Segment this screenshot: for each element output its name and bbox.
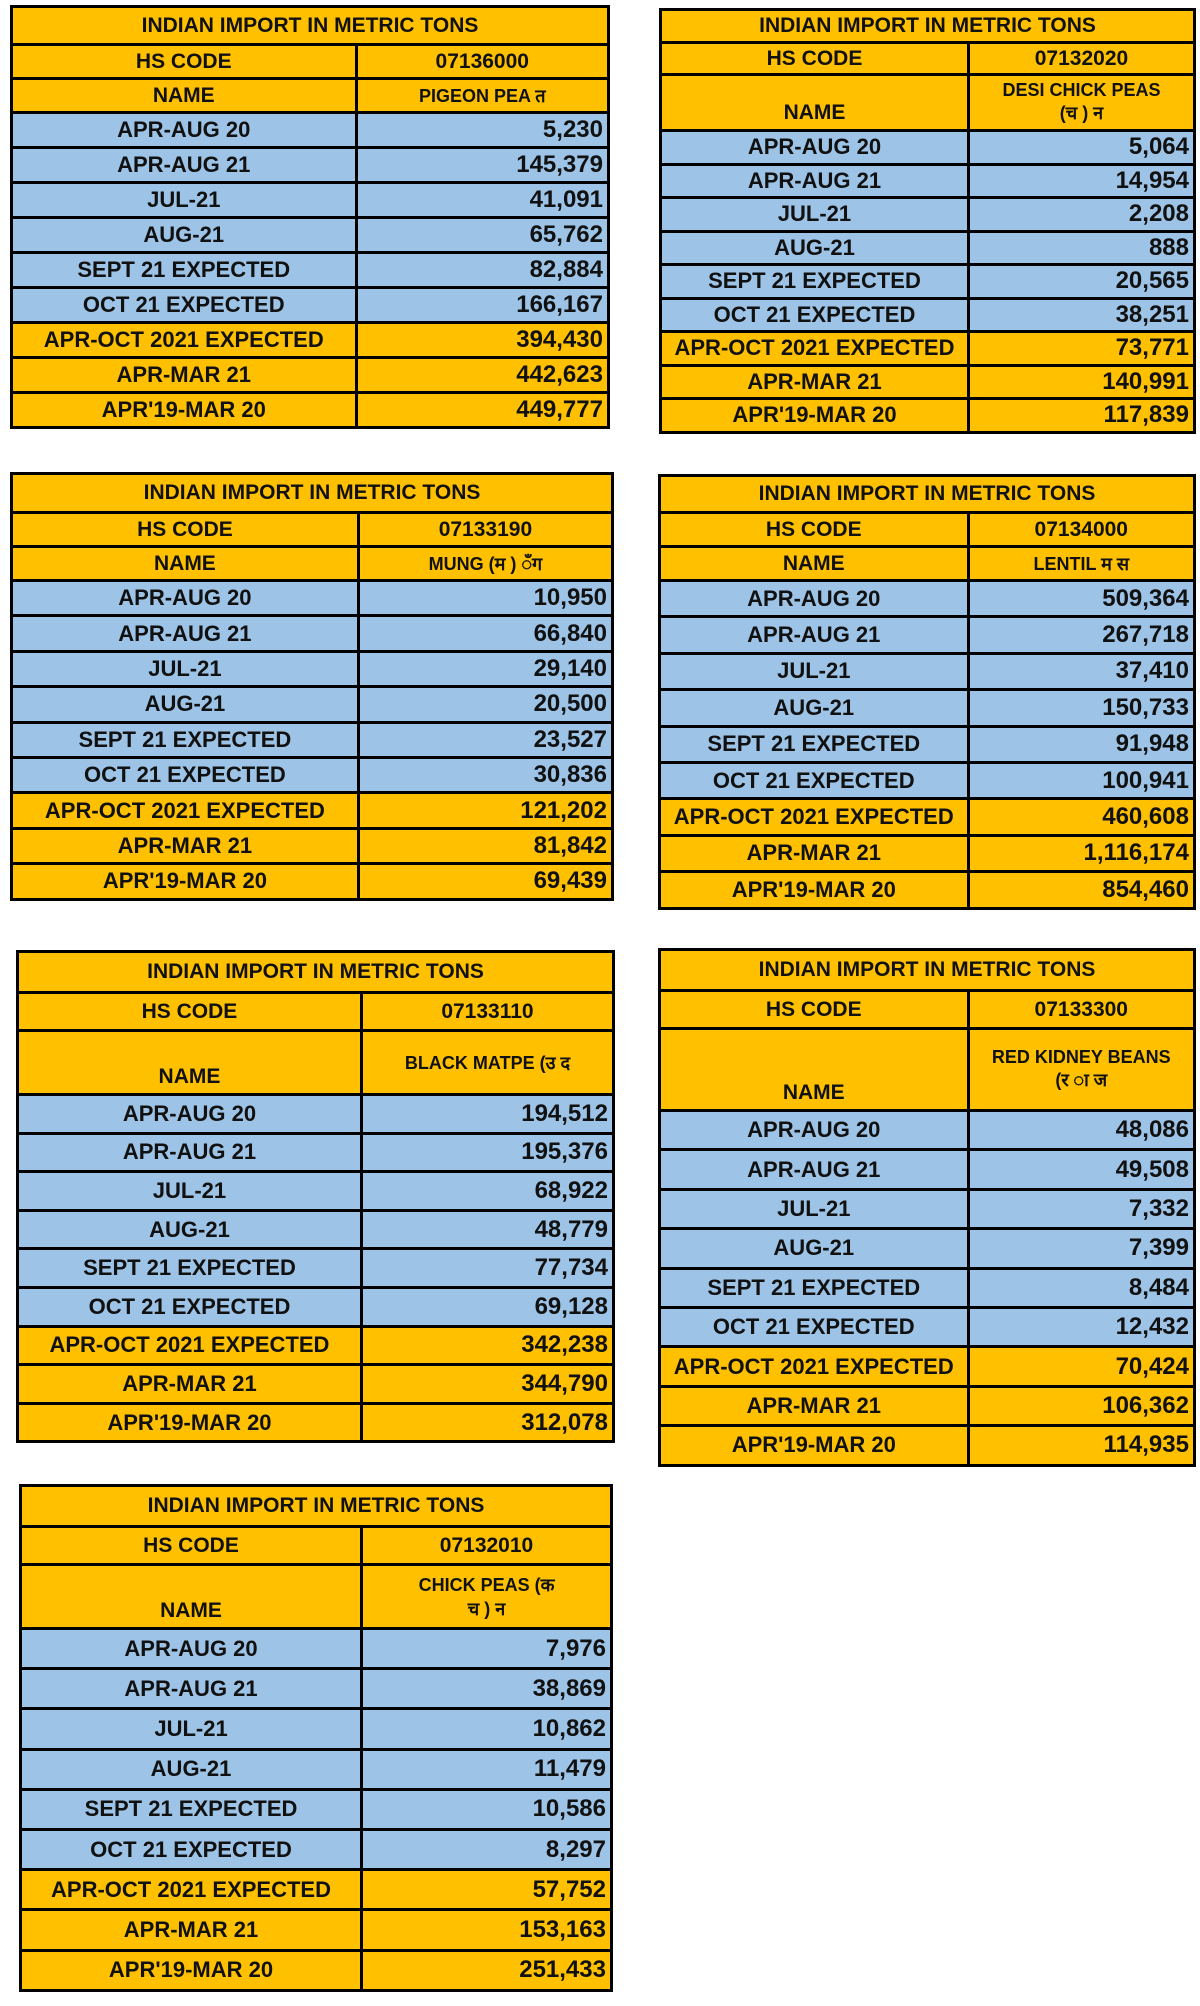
row-value: 509,364	[1102, 584, 1189, 612]
hs-code-label: HS CODE	[13, 46, 358, 77]
row-label: OCT 21 EXPECTED	[19, 1289, 363, 1325]
row-label: JUL-21	[661, 1191, 970, 1227]
hs-code-value: 07133190	[438, 517, 533, 541]
table-row	[22, 1788, 610, 1828]
row-label: APR-MAR 21	[662, 367, 970, 398]
row-label: APR-AUG 20	[661, 1112, 970, 1148]
import-table	[658, 948, 1196, 1467]
row-label: APR-OCT 2021 EXPECTED	[661, 800, 970, 833]
row-value: 41,091	[529, 186, 603, 213]
row-value: 10,950	[533, 584, 607, 612]
row-value: 342,238	[521, 1331, 608, 1359]
table-title-row	[13, 475, 611, 511]
hs-code-value: 07133110	[441, 999, 534, 1023]
table-title: INDIAN IMPORT IN METRIC TONS	[143, 481, 481, 504]
table-row	[22, 1627, 610, 1667]
table-row	[13, 321, 607, 356]
row-label: AUG-21	[13, 688, 360, 720]
row-value: 29,140	[533, 654, 607, 682]
row-label: APR-AUG 21	[661, 618, 970, 651]
name-row	[661, 1027, 1193, 1109]
table-row	[13, 862, 611, 897]
name-row	[13, 77, 607, 111]
name-value	[970, 548, 1193, 579]
row-label: AUG-21	[661, 1230, 970, 1266]
row-value: 48,779	[534, 1215, 608, 1243]
row-label: APR-AUG 20	[19, 1096, 363, 1132]
row-value: 117,839	[1103, 401, 1189, 429]
row-label: APR-MAR 21	[22, 1911, 363, 1948]
row-label: SEPT 21 EXPECTED	[13, 724, 360, 756]
name-row	[661, 545, 1193, 579]
table-title: INDIAN IMPORT IN METRIC TONS	[759, 14, 1096, 37]
row-label: SEPT 21 EXPECTED	[661, 728, 970, 761]
table-row	[662, 330, 1193, 364]
row-value: 69,439	[533, 867, 607, 895]
table-row	[662, 129, 1193, 163]
hs-code-value: 07134000	[1034, 517, 1128, 541]
import-table	[658, 474, 1196, 910]
table-row	[19, 1286, 612, 1325]
row-value: 1,116,174	[1083, 839, 1189, 867]
row-value: 153,163	[519, 1915, 606, 1943]
table-row	[661, 1306, 1193, 1345]
row-label: APR-OCT 2021 EXPECTED	[661, 1348, 970, 1384]
row-value: 73,771	[1115, 334, 1189, 362]
row-label: APR'19-MAR 20	[13, 394, 358, 426]
hs-code-value: 07136000	[435, 49, 529, 73]
row-value: 251,433	[519, 1956, 606, 1984]
table-row	[662, 163, 1193, 197]
hs-code-value: 07132010	[439, 1533, 534, 1557]
row-label: OCT 21 EXPECTED	[22, 1831, 363, 1868]
row-value: 10,862	[532, 1714, 606, 1742]
table-row	[661, 870, 1193, 906]
row-label: APR-AUG 21	[13, 617, 360, 649]
table-title-row	[19, 953, 612, 991]
table-row	[662, 297, 1193, 331]
hs-code-label: HS CODE	[661, 514, 970, 545]
row-value: 69,128	[534, 1292, 608, 1320]
table-row	[13, 756, 611, 791]
hs-code-row	[13, 511, 611, 545]
table-row	[661, 688, 1193, 724]
table-row	[13, 791, 611, 826]
row-label: AUG-21	[661, 691, 970, 724]
hs-code-value: 07132020	[1034, 46, 1129, 70]
table-row	[22, 1908, 610, 1948]
table-title: INDIAN IMPORT IN METRIC TONS	[758, 482, 1096, 505]
table-row	[661, 797, 1193, 833]
table-title: INDIAN IMPORT IN METRIC TONS	[141, 13, 479, 37]
import-table	[10, 5, 610, 429]
row-value: 2,208	[1128, 200, 1189, 228]
row-label: APR-AUG 21	[19, 1135, 363, 1171]
table-row	[22, 1868, 610, 1908]
row-value: 140,991	[1102, 367, 1189, 395]
row-value: 38,251	[1115, 300, 1189, 328]
table-row	[661, 1109, 1193, 1148]
row-value: 48,086	[1115, 1116, 1189, 1144]
table-row	[13, 579, 611, 614]
table-row	[19, 1170, 612, 1209]
row-value: 7,976	[545, 1634, 606, 1662]
name-value	[363, 1566, 610, 1627]
table-row	[661, 725, 1193, 761]
table-title-row	[661, 477, 1193, 511]
row-value: 442,623	[516, 361, 603, 388]
table-row	[13, 391, 607, 426]
import-table	[659, 8, 1196, 434]
row-value: 449,777	[516, 396, 603, 423]
table-row	[19, 1209, 612, 1248]
row-value: 66,840	[533, 619, 607, 647]
table-row	[19, 1402, 612, 1441]
row-label: APR'19-MAR 20	[19, 1405, 363, 1441]
table-title-row	[22, 1487, 610, 1525]
row-value: 114,935	[1103, 1431, 1189, 1459]
row-label: JUL-21	[13, 653, 360, 685]
import-table	[16, 950, 615, 1443]
row-label: APR-MAR 21	[661, 1388, 970, 1424]
table-row	[19, 1093, 612, 1132]
name-value	[970, 1030, 1193, 1109]
hs-code-label: HS CODE	[22, 1528, 363, 1563]
row-label: JUL-21	[22, 1710, 363, 1747]
name-value	[358, 80, 607, 111]
row-label: APR-MAR 21	[13, 359, 358, 391]
row-value: 91,948	[1115, 730, 1189, 758]
row-value: 854,460	[1102, 875, 1189, 903]
table-title: INDIAN IMPORT IN METRIC TONS	[147, 1494, 485, 1517]
row-label: APR-AUG 20	[661, 582, 970, 615]
row-label: SEPT 21 EXPECTED	[661, 1270, 970, 1306]
table-row	[662, 397, 1193, 431]
row-label: OCT 21 EXPECTED	[661, 764, 970, 797]
row-value: 888	[1148, 233, 1189, 261]
hs-code-row	[661, 989, 1193, 1027]
table-row	[13, 111, 607, 146]
row-value: 81,842	[533, 831, 607, 859]
table-row	[19, 1325, 612, 1364]
hs-code-label: HS CODE	[662, 44, 970, 73]
table-row	[19, 1363, 612, 1402]
row-label: APR'19-MAR 20	[22, 1952, 363, 1989]
row-value: 20,565	[1115, 267, 1189, 295]
row-label: APR-AUG 20	[13, 114, 358, 146]
row-label: JUL-21	[662, 199, 970, 230]
row-label: AUG-21	[13, 219, 358, 251]
table-row	[661, 615, 1193, 651]
row-value: 10,586	[532, 1795, 606, 1823]
table-row	[13, 827, 611, 862]
row-value: 30,836	[533, 761, 607, 789]
name-value-line-1: PIGEON PEA त	[418, 85, 546, 106]
table-row	[22, 1748, 610, 1788]
table-row	[22, 1949, 610, 1989]
row-label: OCT 21 EXPECTED	[662, 300, 970, 331]
row-label: APR-AUG 21	[662, 166, 970, 197]
table-title: INDIAN IMPORT IN METRIC TONS	[758, 958, 1096, 981]
table-row	[661, 1227, 1193, 1266]
table-row	[662, 230, 1193, 264]
table-row	[13, 146, 607, 181]
row-value: 14,954	[1115, 166, 1189, 194]
hs-code-row	[22, 1525, 610, 1563]
hs-code-label: HS CODE	[19, 994, 363, 1029]
row-value: 121,202	[520, 796, 607, 824]
name-row	[13, 545, 611, 579]
name-label: NAME	[22, 1566, 363, 1627]
row-label: APR-OCT 2021 EXPECTED	[13, 324, 358, 356]
row-value: 312,078	[521, 1408, 608, 1436]
table-row	[22, 1667, 610, 1707]
name-value-line-1: BLACK MATPE (उ द	[404, 1052, 570, 1073]
row-value: 70,424	[1115, 1352, 1189, 1380]
row-value: 68,922	[534, 1176, 608, 1204]
row-value: 145,379	[516, 151, 603, 178]
row-value: 106,362	[1102, 1391, 1189, 1419]
row-label: APR-AUG 20	[22, 1630, 363, 1667]
row-label: APR-AUG 20	[13, 582, 360, 614]
name-value-line-2: च ) न	[467, 1598, 506, 1619]
row-value: 37,410	[1115, 657, 1189, 685]
hs-code-row	[13, 43, 607, 77]
row-value: 150,733	[1102, 693, 1189, 721]
row-value: 460,608	[1102, 803, 1189, 831]
import-table	[19, 1484, 613, 1992]
name-label: NAME	[661, 1030, 970, 1109]
row-label: APR-MAR 21	[19, 1366, 363, 1402]
row-label: JUL-21	[661, 655, 970, 688]
table-title-row	[661, 951, 1193, 989]
row-label: APR-OCT 2021 EXPECTED	[22, 1871, 363, 1908]
table-row	[13, 181, 607, 216]
row-label: SEPT 21 EXPECTED	[13, 254, 358, 286]
row-value: 20,500	[533, 690, 607, 718]
hs-code-row	[662, 41, 1193, 73]
name-label: NAME	[13, 80, 358, 111]
name-value-line-1: DESI CHICK PEAS	[1002, 80, 1161, 100]
row-value: 194,512	[521, 1099, 608, 1127]
table-row	[22, 1828, 610, 1868]
name-value-line-2: (च ) न	[1059, 103, 1104, 123]
row-label: APR-AUG 21	[22, 1670, 363, 1707]
hs-code-label: HS CODE	[13, 514, 360, 545]
table-row	[13, 721, 611, 756]
table-row	[13, 356, 607, 391]
row-value: 38,869	[532, 1674, 606, 1702]
row-label: OCT 21 EXPECTED	[13, 759, 360, 791]
table-row	[661, 579, 1193, 615]
table-row	[13, 650, 611, 685]
row-label: APR-AUG 20	[662, 132, 970, 163]
row-label: APR-AUG 21	[13, 149, 358, 181]
row-value: 394,430	[516, 326, 603, 353]
row-label: JUL-21	[19, 1173, 363, 1209]
table-row	[13, 251, 607, 286]
name-value-line-2: (र ा ज	[1055, 1070, 1108, 1090]
row-value: 344,790	[521, 1369, 608, 1397]
table-row	[661, 761, 1193, 797]
row-label: APR-AUG 21	[661, 1151, 970, 1187]
row-value: 8,297	[545, 1835, 606, 1863]
table-row	[19, 1247, 612, 1286]
row-label: AUG-21	[662, 233, 970, 264]
table-row	[662, 196, 1193, 230]
row-value: 23,527	[533, 725, 607, 753]
table-row	[662, 364, 1193, 398]
row-label: APR-OCT 2021 EXPECTED	[13, 794, 360, 826]
hs-code-label: HS CODE	[661, 992, 970, 1027]
row-label: OCT 21 EXPECTED	[661, 1309, 970, 1345]
table-title-row	[662, 11, 1193, 41]
table-row	[13, 614, 611, 649]
name-value	[363, 1032, 612, 1093]
row-label: SEPT 21 EXPECTED	[19, 1250, 363, 1286]
row-label: APR-MAR 21	[661, 837, 970, 870]
table-title-row	[13, 8, 607, 43]
hs-code-row	[19, 991, 612, 1029]
row-label: APR-OCT 2021 EXPECTED	[19, 1328, 363, 1364]
name-value-line-1: CHICK PEAS (क	[418, 1574, 555, 1595]
table-row	[662, 263, 1193, 297]
name-value	[360, 548, 611, 579]
row-value: 77,734	[534, 1254, 608, 1282]
row-label: SEPT 21 EXPECTED	[662, 266, 970, 297]
row-value: 49,508	[1115, 1155, 1189, 1183]
table-row	[19, 1132, 612, 1171]
table-row	[661, 1188, 1193, 1227]
name-value-line-1: LENTIL म स	[1033, 553, 1130, 574]
table-row	[22, 1707, 610, 1747]
row-label: JUL-21	[13, 184, 358, 216]
row-label: OCT 21 EXPECTED	[13, 289, 358, 321]
row-label: APR'19-MAR 20	[662, 400, 970, 431]
row-label: AUG-21	[22, 1751, 363, 1788]
row-label: APR'19-MAR 20	[661, 873, 970, 906]
table-row	[661, 1148, 1193, 1187]
table-row	[13, 286, 607, 321]
row-value: 5,230	[542, 116, 603, 143]
name-row	[19, 1029, 612, 1093]
table-title: INDIAN IMPORT IN METRIC TONS	[147, 960, 484, 983]
row-value: 166,167	[516, 291, 603, 318]
row-value: 57,752	[532, 1875, 606, 1903]
row-value: 65,762	[529, 221, 603, 248]
table-row	[661, 1424, 1193, 1463]
name-label: NAME	[662, 76, 970, 129]
table-row	[661, 652, 1193, 688]
row-value: 82,884	[529, 256, 603, 283]
table-row	[13, 216, 607, 251]
import-table	[10, 472, 614, 901]
row-label: APR-OCT 2021 EXPECTED	[662, 333, 970, 364]
name-label: NAME	[661, 548, 970, 579]
name-row	[662, 73, 1193, 129]
name-label: NAME	[13, 548, 360, 579]
name-label: NAME	[19, 1032, 363, 1093]
row-value: 8,484	[1128, 1273, 1189, 1301]
row-label: APR'19-MAR 20	[13, 865, 360, 897]
row-value: 100,941	[1102, 766, 1189, 794]
name-value-line-1: MUNG (म ) ँग	[428, 553, 543, 574]
hs-code-row	[661, 511, 1193, 545]
row-label: APR'19-MAR 20	[661, 1427, 970, 1463]
hs-code-value: 07133300	[1034, 997, 1128, 1021]
table-row	[661, 1345, 1193, 1384]
row-value: 195,376	[521, 1138, 608, 1166]
row-value: 267,718	[1102, 621, 1189, 649]
row-value: 12,432	[1115, 1313, 1189, 1341]
name-value-line-1: RED KIDNEY BEANS	[991, 1047, 1171, 1067]
row-label: AUG-21	[19, 1212, 363, 1248]
table-row	[661, 1267, 1193, 1306]
row-value: 7,399	[1128, 1234, 1189, 1262]
row-value: 11,479	[533, 1755, 606, 1783]
table-row	[661, 1385, 1193, 1424]
row-value: 5,064	[1128, 133, 1189, 161]
table-row	[661, 834, 1193, 870]
name-row	[22, 1563, 610, 1627]
row-label: APR-MAR 21	[13, 830, 360, 862]
row-value: 7,332	[1128, 1194, 1189, 1222]
name-value	[970, 76, 1193, 129]
row-label: SEPT 21 EXPECTED	[22, 1791, 363, 1828]
table-row	[13, 685, 611, 720]
